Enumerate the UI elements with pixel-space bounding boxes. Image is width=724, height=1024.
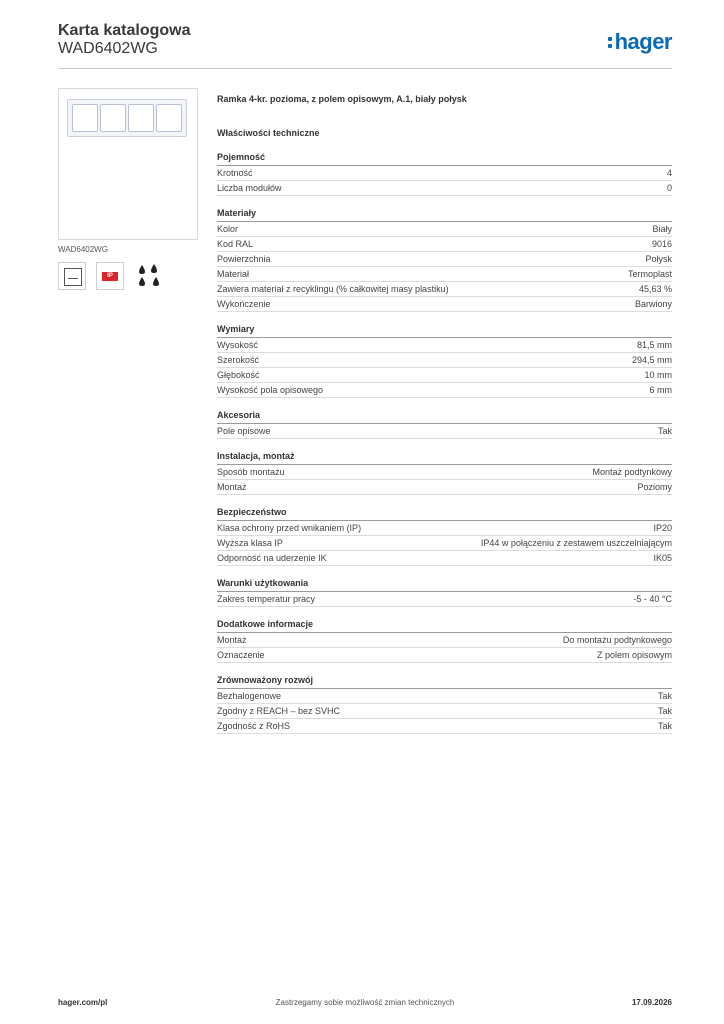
footer-disclaimer: Zastrzegamy sobie możliwość zmian technicznych	[275, 998, 455, 1007]
spec-label: Sposób montażu	[217, 467, 285, 477]
section-title: Zrównoważony rozwój	[217, 675, 672, 689]
spec-value: 0	[666, 183, 672, 193]
spec-value: 45,63 %	[638, 284, 672, 294]
spec-row	[217, 633, 672, 648]
spec-value: Tak	[657, 706, 672, 716]
ip-badge: IP	[102, 272, 118, 281]
spec-row	[217, 338, 672, 353]
spec-value: Do montażu podtynkowego	[562, 635, 672, 645]
spec-value: Z polem opisowym	[596, 650, 672, 660]
spec-label: Klasa ochrony przed wnikaniem (IP)	[217, 523, 362, 533]
spec-value: IP20	[653, 523, 672, 533]
spec-label: Zawiera materiał z recyklingu (% całkowitej masy plastiku)	[217, 284, 449, 294]
spec-row	[217, 704, 672, 719]
footer-date: 17.09.2026	[631, 998, 672, 1007]
logo-dots-icon	[608, 32, 612, 52]
spec-row	[217, 368, 672, 383]
spec-section	[217, 324, 672, 398]
spec-value: 4	[666, 168, 672, 178]
section-title: Dodatkowe informacje	[217, 619, 672, 633]
spec-label: Krotność	[217, 168, 253, 178]
spec-label: Szerokość	[217, 355, 260, 365]
product-image-label: WAD6402WG	[58, 245, 108, 254]
header-divider	[58, 68, 672, 69]
spec-label: Wysokość	[217, 340, 258, 350]
product-code: WAD6402WG	[58, 40, 158, 57]
spec-label: Materiał	[217, 269, 250, 279]
spec-value: Termoplast	[627, 269, 672, 279]
spec-section	[217, 578, 672, 607]
spec-row	[217, 181, 672, 196]
spec-section	[217, 208, 672, 312]
spec-section	[217, 507, 672, 566]
spec-row	[217, 536, 672, 551]
spec-label: Głębokość	[217, 370, 260, 380]
spec-row	[217, 353, 672, 368]
footer-website: hager.com/pl	[58, 998, 108, 1007]
spec-label: Montaż	[217, 635, 247, 645]
spec-row	[217, 551, 672, 566]
spec-value: -5 - 40 °C	[633, 594, 672, 604]
spec-row	[217, 719, 672, 734]
spec-section	[217, 619, 672, 663]
spec-label: Wysokość pola opisowego	[217, 385, 323, 395]
section-title: Pojemność	[217, 152, 672, 166]
section-title: Bezpieczeństwo	[217, 507, 672, 521]
section-title: Wymiary	[217, 324, 672, 338]
spec-value: Biały	[652, 224, 672, 234]
spec-sections	[217, 152, 672, 734]
spec-value: 9016	[651, 239, 672, 249]
spec-label: Kolor	[217, 224, 239, 234]
spec-value: 294,5 mm	[631, 355, 672, 365]
spec-label: Montaż	[217, 482, 247, 492]
spec-section	[217, 410, 672, 439]
document-title: Karta katalogowa	[58, 22, 191, 39]
spec-label: Zgodność z RoHS	[217, 721, 291, 731]
spec-label: Powierzchnia	[217, 254, 271, 264]
spec-section	[217, 152, 672, 196]
spec-section	[217, 675, 672, 734]
spec-row	[217, 166, 672, 181]
section-title: Warunki użytkowania	[217, 578, 672, 592]
spec-value: 81,5 mm	[636, 340, 672, 350]
spec-value: 10 mm	[644, 370, 672, 380]
spec-value: IK05	[653, 553, 672, 563]
spec-row	[217, 282, 672, 297]
tech-properties-title: Właściwości techniczne	[217, 128, 320, 138]
spec-row	[217, 592, 672, 607]
spec-label: Oznaczenie	[217, 650, 265, 660]
spec-row	[217, 480, 672, 495]
section-title: Instalacja, montaż	[217, 451, 672, 465]
spec-row	[217, 297, 672, 312]
spec-row	[217, 689, 672, 704]
spec-label: Liczba modułów	[217, 183, 282, 193]
spec-label: Zgodny z REACH – bez SVHC	[217, 706, 341, 716]
spec-row	[217, 222, 672, 237]
spec-label: Kod RAL	[217, 239, 254, 249]
spec-row	[217, 648, 672, 663]
water-drops-icon	[134, 262, 164, 290]
spec-label: Wykończenie	[217, 299, 271, 309]
page-header	[58, 20, 672, 68]
flush-mount-icon	[58, 262, 86, 290]
spec-value: Montaż podtynkowy	[592, 467, 672, 477]
spec-row	[217, 383, 672, 398]
spec-value: Barwiony	[634, 299, 672, 309]
spec-label: Zakres temperatur pracy	[217, 594, 316, 604]
spec-row	[217, 521, 672, 536]
spec-row	[217, 424, 672, 439]
product-image	[58, 88, 198, 240]
hager-logo	[608, 28, 672, 56]
spec-label: Pole opisowe	[217, 426, 271, 436]
spec-value: Tak	[657, 691, 672, 701]
spec-label: Odporność na uderzenie IK	[217, 553, 327, 563]
section-title: Materiały	[217, 208, 672, 222]
spec-row	[217, 252, 672, 267]
spec-value: Poziomy	[637, 482, 672, 492]
spec-section	[217, 451, 672, 495]
section-title: Akcesoria	[217, 410, 672, 424]
spec-value: IP44 w połączeniu z zestawem uszczelniającym	[480, 538, 672, 548]
spec-value: Tak	[657, 721, 672, 731]
ip-rating-icon	[96, 262, 124, 290]
spec-value: Połysk	[645, 254, 672, 264]
spec-row	[217, 465, 672, 480]
product-description: Ramka 4-kr. pozioma, z polem opisowym, A.1, biały połysk	[217, 94, 467, 104]
spec-value: Tak	[657, 426, 672, 436]
spec-row	[217, 237, 672, 252]
product-details	[217, 94, 672, 734]
logo-text: hager	[614, 29, 672, 54]
spec-value: 6 mm	[649, 385, 672, 395]
frame-illustration	[67, 99, 187, 137]
spec-label: Wyższa klasa IP	[217, 538, 283, 548]
spec-label: Bezhalogenowe	[217, 691, 282, 701]
spec-row	[217, 267, 672, 282]
